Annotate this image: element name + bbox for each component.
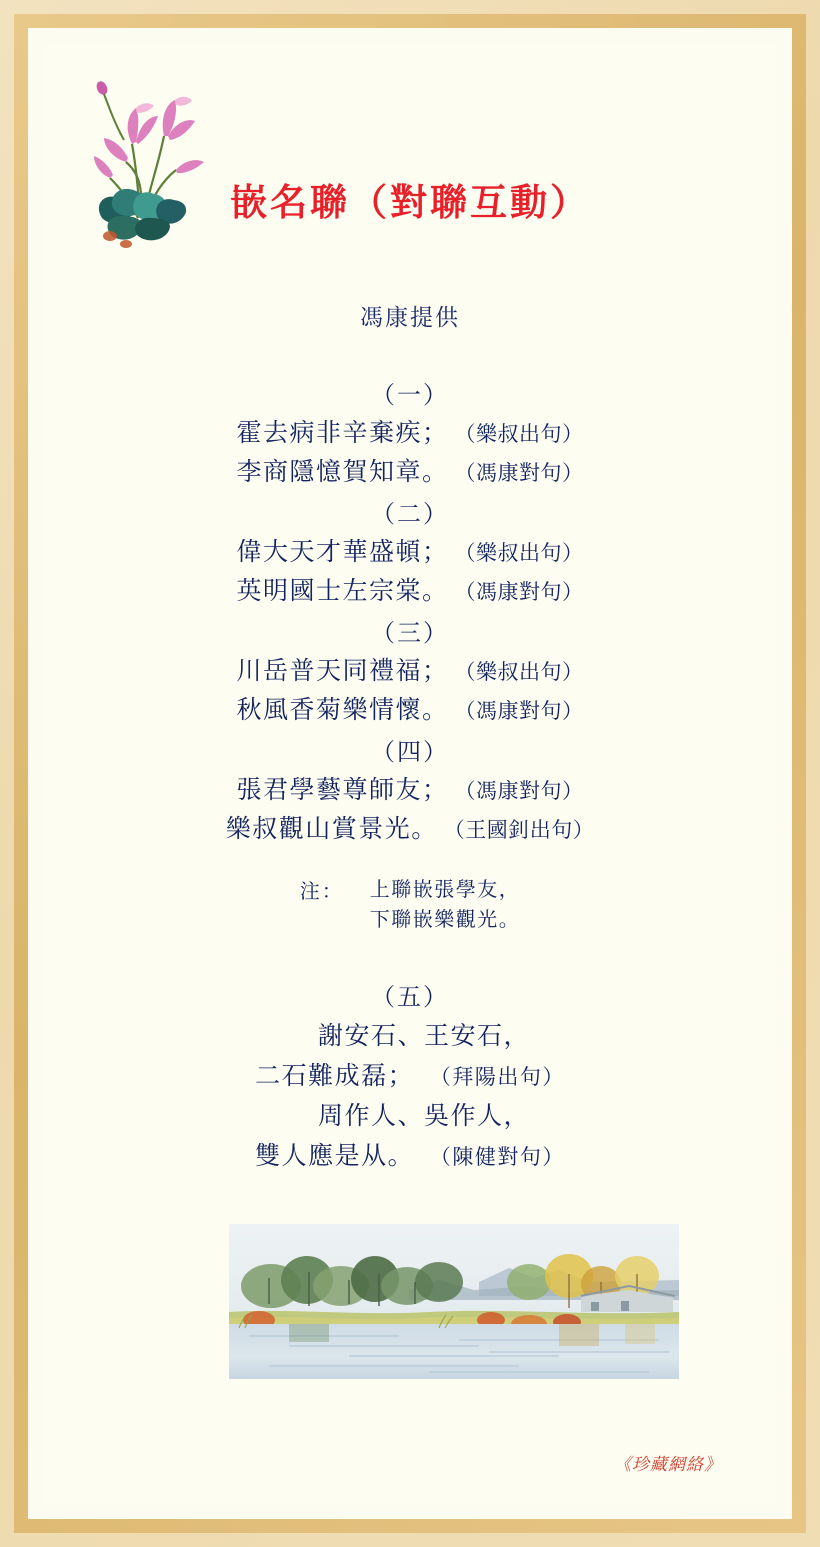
section-number: （五） bbox=[371, 985, 449, 1011]
couplet-line bbox=[44, 651, 776, 687]
couplet-text: 謝安石、王安石， bbox=[317, 1023, 530, 1050]
page-title: 嵌名聯（對聯互動） bbox=[230, 183, 590, 224]
couplet-line bbox=[44, 1016, 776, 1052]
couplet-text: 樂叔觀山賞景光。 bbox=[225, 816, 438, 843]
section-one bbox=[44, 375, 776, 488]
byline: 馮康提供 bbox=[360, 305, 460, 330]
couplet-line bbox=[44, 571, 776, 607]
couplet-text: 秋風香菊樂情懷。 bbox=[236, 697, 449, 724]
couplet-attribution: （馮康對句） bbox=[454, 779, 584, 803]
couplet-text: 二石難成磊； bbox=[255, 1063, 415, 1090]
couplet-text: 川岳普天同禮福； bbox=[236, 658, 449, 685]
section-number: （四） bbox=[371, 740, 449, 766]
note-block bbox=[44, 875, 776, 935]
section-number: （三） bbox=[371, 621, 449, 647]
couplet-text: 雙人應是从。 bbox=[255, 1143, 415, 1170]
couplet-attribution: （樂叔出句） bbox=[454, 541, 584, 565]
couplet-line bbox=[44, 413, 776, 449]
couplet-line bbox=[44, 809, 776, 845]
couplet-text: 霍去病非辛棄疾； bbox=[236, 420, 449, 447]
footer-credit: 《珍藏網絡》 bbox=[614, 1455, 722, 1474]
note-lines bbox=[370, 875, 521, 935]
section-number: （二） bbox=[371, 502, 449, 528]
note-line: 下聯嵌樂觀光。 bbox=[369, 909, 521, 931]
section-three bbox=[44, 613, 776, 726]
couplet-line bbox=[44, 532, 776, 568]
couplet-attribution: （馮康對句） bbox=[454, 580, 584, 604]
couplet-attribution: （馮康對句） bbox=[454, 461, 584, 485]
section-number: （一） bbox=[371, 383, 449, 409]
couplet-text: 李商隱憶賀知章。 bbox=[236, 459, 449, 486]
section-four bbox=[44, 732, 776, 845]
document-body bbox=[44, 369, 776, 1176]
couplet-text: 周作人、吳作人， bbox=[317, 1103, 530, 1130]
decorative-frame-outer bbox=[14, 14, 806, 1533]
couplet-line bbox=[44, 690, 776, 726]
section-two bbox=[44, 494, 776, 607]
note-label: 注： bbox=[299, 881, 344, 903]
couplet-attribution: （陳健對句） bbox=[429, 1145, 565, 1169]
cyclamen-flower-illustration bbox=[80, 66, 220, 256]
couplet-text: 偉大天才華盛頓； bbox=[236, 539, 449, 566]
couplet-line bbox=[44, 1056, 776, 1092]
couplet-attribution: （馮康對句） bbox=[454, 699, 584, 723]
couplet-attribution: （拜陽出句） bbox=[429, 1065, 565, 1089]
note-line: 上聯嵌張學友， bbox=[369, 879, 521, 901]
couplet-text: 張君學藝尊師友； bbox=[236, 777, 449, 804]
couplet-line bbox=[44, 1096, 776, 1132]
couplet-attribution: （王國釗出句） bbox=[443, 818, 595, 842]
document-canvas bbox=[44, 44, 776, 1503]
couplet-line bbox=[44, 1136, 776, 1172]
couplet-text: 英明國士左宗棠。 bbox=[236, 578, 449, 605]
couplet-attribution: （樂叔出句） bbox=[454, 422, 584, 446]
couplet-attribution: （樂叔出句） bbox=[454, 660, 584, 684]
couplet-line bbox=[44, 452, 776, 488]
autumn-river-watercolor-landscape bbox=[229, 1224, 679, 1379]
section-five bbox=[44, 977, 776, 1172]
couplet-line bbox=[44, 770, 776, 806]
